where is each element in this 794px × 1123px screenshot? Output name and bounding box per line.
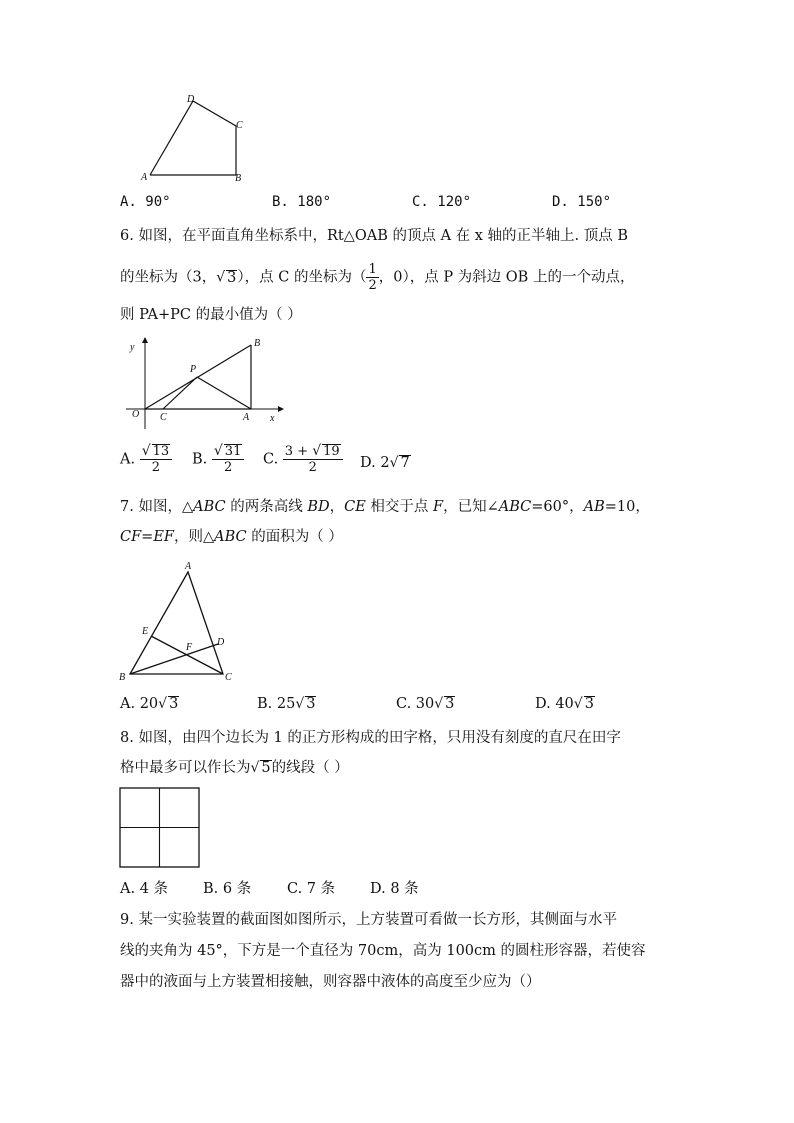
q9-line-1: 9. 某一实验装置的截面图如图所示，上方装置可看做一长方形，其侧面与水平 [120,912,617,928]
q7-option-c: C. 30√ 3 [396,696,455,712]
q7-triangle-figure [115,558,245,688]
q8-line-1: 8. 如图，由四个边长为 1 的正方形构成的田字格，只用没有刻度的直尺在田字 [120,730,621,746]
q9-line-2: 线的夹角为 45°，下方是一个直径为 70cm，高为 100cm 的圆柱形容器，若使容 [120,943,646,959]
q6-option-d: D. 2√ 7 [360,455,410,471]
q6-label-b: B [254,338,261,349]
q8-line-2: 格中最多可以作长为√ 5的线段（ ） [120,760,349,776]
q7-label-f: F [186,642,193,653]
q7-label-e: E [142,626,149,637]
q5-option-a: A. 90° [120,194,171,210]
q7-label-a: A [185,561,192,572]
q6-label-y: y [130,342,135,353]
q5-label-d: D [187,94,195,105]
q6-line-3: 则 PA+PC 的最小值为（ ） [120,307,302,323]
q8-option-d: D. 8 条 [370,881,419,897]
q7-line-1: 7. 如图，△ABC 的两条高线 BD，CE 相交于点 F，已知∠ABC=60°，AB=10， [120,499,650,515]
q5-option-d: D. 150° [552,194,612,210]
q5-label-c: C [236,120,243,131]
q5-label-a: A [141,172,148,183]
q9-line-3: 器中的液面与上方装置相接触，则容器中液体的高度至少应为（） [120,974,541,990]
q5-quadrilateral-figure [138,92,248,184]
q6-label-p: P [190,364,197,375]
q6-label-x: x [270,413,275,424]
q7-option-a: A. 20√ 3 [120,696,179,712]
q6-coordinate-figure [118,335,288,430]
q6-label-c: C [160,412,167,423]
q8-option-b: B. 6 条 [203,881,252,897]
q7-label-d: D [217,637,225,648]
q6-option-b: B. $\frac{√ 31}{2}$ [192,444,244,475]
q8-grid-figure [119,787,201,869]
q6-label-o: O [132,409,140,420]
q5-label-b: B [235,173,242,184]
q6-label-a: A [243,412,250,423]
q7-label-b: B [119,672,126,683]
q8-option-c: C. 7 条 [287,881,336,897]
q7-line-2: CF=EF，则△ABC 的面积为（ ） [120,529,343,545]
q7-option-b: B. 25√ 3 [257,696,316,712]
q7-label-c: C [225,672,232,683]
q5-option-b: B. 180° [272,194,332,210]
q6-line-2: 的坐标为（3，√ 3），点 C 的坐标为（ $\frac{1}{2}$ ，0），点 P 为斜边 OB 上的一个动点， [120,262,635,293]
q8-option-a: A. 4 条 [120,881,169,897]
q5-option-c: C. 120° [412,194,472,210]
q7-option-d: D. 40√ 3 [535,696,594,712]
q6-option-c: C. $\frac{3 + √ 19}{2}$ [263,444,343,475]
q6-option-a: A. $\frac{√ 13}{2}$ [120,444,172,475]
q6-line-1: 6. 如图，在平面直角坐标系中，Rt△OAB 的顶点 A 在 x 轴的正半轴上. 顶点 B [120,228,629,244]
